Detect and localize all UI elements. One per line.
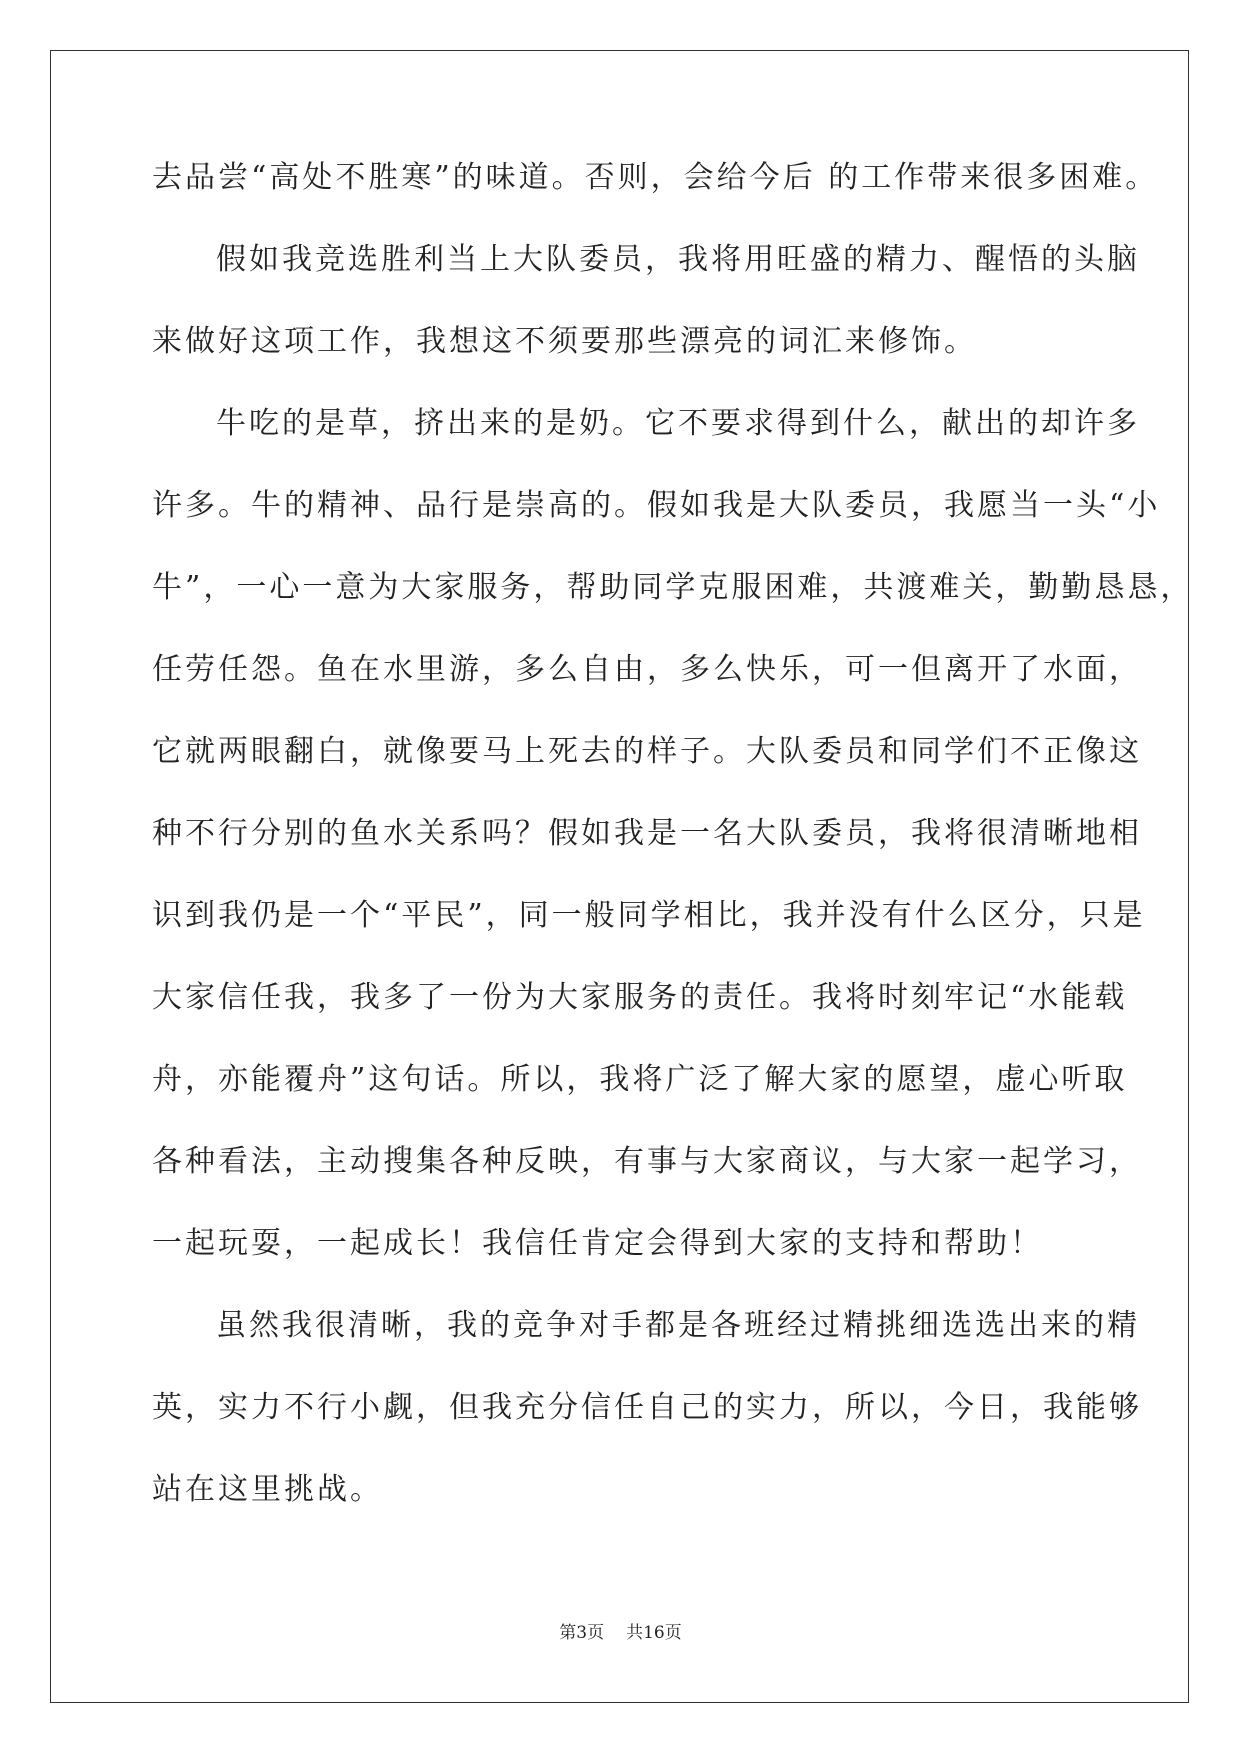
text-line: 识到我仍是一个“平民”，同一般同学相比，我并没有什么区分，只是: [152, 898, 1146, 933]
page-total: 共16页: [626, 1623, 682, 1643]
text-line: 虽然我很清晰，我的竞争对手都是各班经过精挑细选选出来的精: [216, 1308, 1140, 1343]
text-line: 牛”，一心一意为大家服务，帮助同学克服困难，共渡难关，勤勤恳恳，: [152, 570, 1194, 605]
document-body: [152, 160, 1194, 1554]
text-line: 各种看法，主动搜集各种反映，有事与大家商议，与大家一起学习，: [152, 1144, 1142, 1179]
text-line: 许多。牛的精神、品行是崇高的。假如我是大队委员，我愿当一头“小: [152, 488, 1161, 523]
text-line: 假如我竞选胜利当上大队委员，我将用旺盛的精力、醒悟的头脑: [216, 242, 1140, 277]
text-line: 一起玩耍，一起成长！我信任肯定会得到大家的支持和帮助！: [152, 1226, 1043, 1261]
text-line: 牛吃的是草，挤出来的是奶。它不要求得到什么，献出的却许多: [216, 406, 1140, 441]
text-line: 它就两眼翻白，就像要马上死去的样子。大队委员和同学们不正像这: [152, 734, 1142, 769]
text-line: 任劳任怨。鱼在水里游，多么自由，多么快乐，可一但离开了水面，: [152, 652, 1142, 687]
text-line: 站在这里挑战。: [152, 1472, 383, 1507]
page-footer: [0, 1618, 1241, 1643]
page-number: 第3页: [559, 1623, 605, 1643]
text-line: 舟，亦能覆舟”这句话。所以，我将广泛了解大家的愿望，虚心听取: [152, 1062, 1128, 1097]
text-line: 去品尝“高处不胜寒”的味道。否则，会给今后 的工作带来很多困难。: [152, 160, 1159, 195]
text-line: 大家信任我，我多了一份为大家服务的责任。我将时刻牢记“水能载: [152, 980, 1128, 1015]
text-line: 来做好这项工作，我想这不须要那些漂亮的词汇来修饰。: [152, 324, 977, 359]
text-line: 英，实力不行小觑，但我充分信任自己的实力，所以，今日，我能够: [152, 1390, 1142, 1425]
text-line: 种不行分别的鱼水关系吗？假如我是一名大队委员，我将很清晰地相: [152, 816, 1142, 851]
